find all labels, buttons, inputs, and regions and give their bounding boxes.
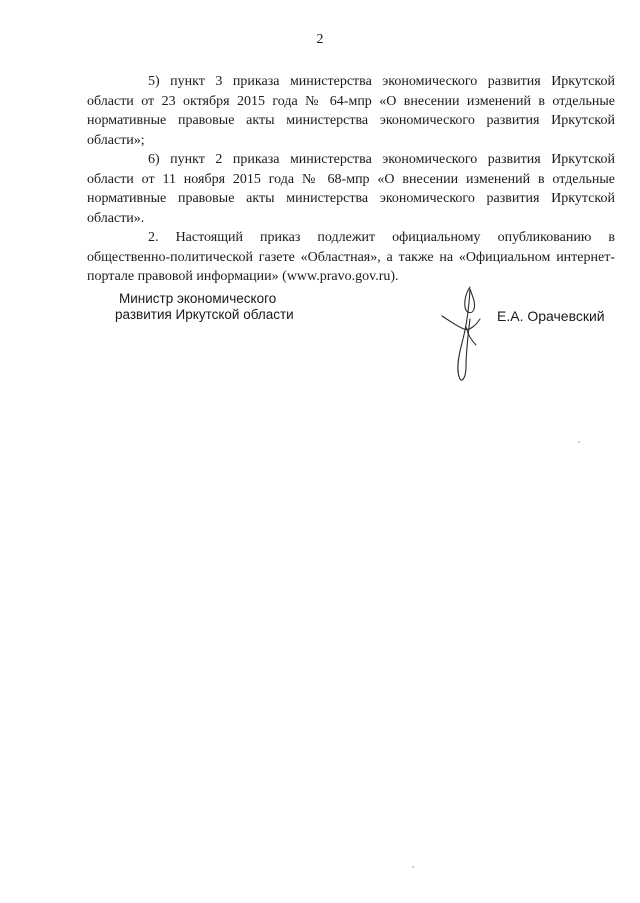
- page-number: 2: [316, 32, 324, 47]
- paragraph-publication: 2. Настоящий приказ подлежит официальному опубликованию в общественно-политической газете «Областная», а также на «Официальном интернет-портале правовой информации» (www.pravo.gov.ru).: [87, 230, 615, 284]
- signatory-title: [115, 291, 359, 323]
- signatory-title-line1: Министр экономического: [119, 291, 277, 306]
- paragraph-item-5: 5) пункт 3 приказа министерства экономического развития Иркутской области от 23 октября 2015 года № 64-мпр «О внесении изменений в отдельные нормативные правовые акты министерства экономического развития Иркутской области»;: [87, 74, 615, 148]
- signatory-title-line2: развития Иркутской области: [115, 307, 294, 322]
- paragraph-item-6: 6) пункт 2 приказа министерства экономического развития Иркутской области от 11 ноября 2015 года № 68-мпр «О внесении изменений в отдельные нормативные правовые акты министерства экономического развития Иркутской области».: [87, 152, 615, 226]
- handwritten-signature: [436, 283, 506, 383]
- signer-name: Е.А. Орачевский: [497, 308, 605, 324]
- document-body: [87, 72, 615, 287]
- scan-speck: [578, 441, 580, 443]
- scan-speck: [412, 866, 414, 868]
